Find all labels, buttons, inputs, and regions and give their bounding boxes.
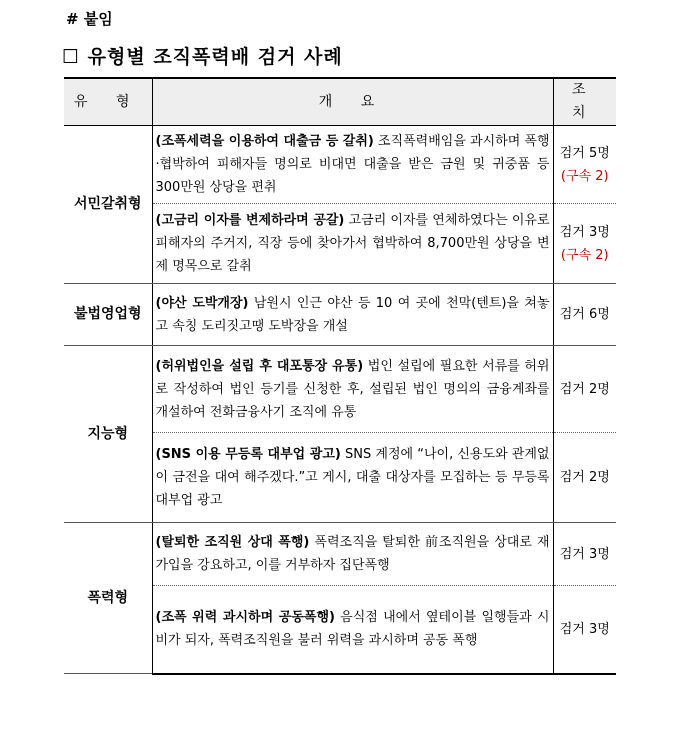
table-row	[64, 346, 616, 433]
action-cell	[553, 523, 616, 586]
category-cell: 지능형	[64, 346, 152, 523]
action-note: (구속 2)	[560, 168, 609, 184]
action-count: 검거 2명	[559, 381, 610, 397]
action-cell	[553, 586, 616, 674]
action-count: 검거 3명	[559, 621, 610, 637]
action-note: (구속 2)	[560, 247, 609, 263]
table-header-row	[64, 78, 616, 126]
summary-cell	[152, 523, 553, 586]
header-action: 조 치	[553, 78, 616, 126]
summary-cell	[152, 346, 553, 433]
case-heading: (조폭 위력 과시하며 공동폭행)	[155, 610, 335, 626]
action-count: 검거 3명	[559, 224, 610, 240]
summary-cell	[152, 126, 553, 204]
action-cell	[553, 433, 616, 523]
action-cell	[553, 204, 616, 284]
case-heading: (탈퇴한 조직원 상대 폭행)	[155, 535, 310, 550]
case-text: 음식점 내에서 옆테이블 일행들과 시비가 되자, 폭력조직원을 불러 위력을 과시하며 공동 폭행	[155, 610, 550, 649]
header-summary: 개 요	[152, 78, 553, 126]
case-text: 법인 설립에 필요한 서류를 허위로 작성하여 법인 등기를 신청한 후, 설립된 법인 명의의 금융계좌를 개설하여 전화금융사기 조직에 유통	[155, 358, 550, 420]
table-row	[64, 523, 616, 586]
summary-cell	[152, 204, 553, 284]
case-table	[64, 77, 616, 675]
case-heading: (허위법인을 설립 후 대포통장 유통)	[155, 358, 364, 374]
summary-cell	[152, 586, 553, 674]
summary-cell	[152, 433, 553, 523]
table-row	[64, 126, 616, 204]
category-cell: 폭력형	[64, 523, 152, 674]
summary-cell	[152, 284, 553, 346]
page-title: ☐ 유형별 조직폭력배 검거 사례	[62, 46, 343, 68]
action-count: 검거 2명	[559, 470, 610, 485]
case-text: 고금리 이자를 연체하였다는 이유로 피해자의 주거지, 직장 등에 찾아가서 협박하여 8,700만원 상당을 변제 명목으로 갈취	[155, 213, 550, 274]
category-cell: 불법영업형	[64, 284, 152, 346]
table-row	[64, 284, 616, 346]
action-cell	[553, 126, 616, 204]
attachment-label: # 붙임	[66, 10, 113, 28]
case-text: SNS 계정에 “나이, 신용도와 관계없이 금전을 대여 해주겠다.”고 게시, 대출 대상자를 모집하는 등 무등록 대부업 광고	[155, 447, 550, 508]
case-text: 조직폭력배임을 과시하며 폭행·협박하여 피해자들 명의로 비대면 대출을 받은 금원 및 귀중품 등 300만원 상당을 편취	[155, 134, 550, 195]
case-heading: (SNS 이용 무등록 대부업 광고)	[155, 447, 341, 462]
header-type: 유 형	[64, 78, 152, 126]
category-cell: 서민갈취형	[64, 126, 152, 284]
action-cell	[553, 346, 616, 433]
action-count: 검거 3명	[559, 546, 610, 562]
case-heading: (고금리 이자를 변제하라며 공갈)	[155, 213, 345, 228]
case-heading: (조폭세력을 이용하여 대출금 등 갈취)	[155, 134, 374, 149]
case-text: 남원시 인근 야산 등 10 여 곳에 천막(텐트)을 쳐놓고 속칭 도리짓고땡 도박장을 개설	[155, 295, 550, 334]
action-count: 검거 6명	[559, 307, 610, 322]
case-text: 폭력조직을 탈퇴한 前조직원을 상대로 재가입을 강요하고, 이를 거부하자 집단폭행	[155, 535, 550, 573]
case-heading: (야산 도박개장)	[155, 295, 249, 311]
action-cell	[553, 284, 616, 346]
action-count: 검거 5명	[559, 145, 610, 161]
